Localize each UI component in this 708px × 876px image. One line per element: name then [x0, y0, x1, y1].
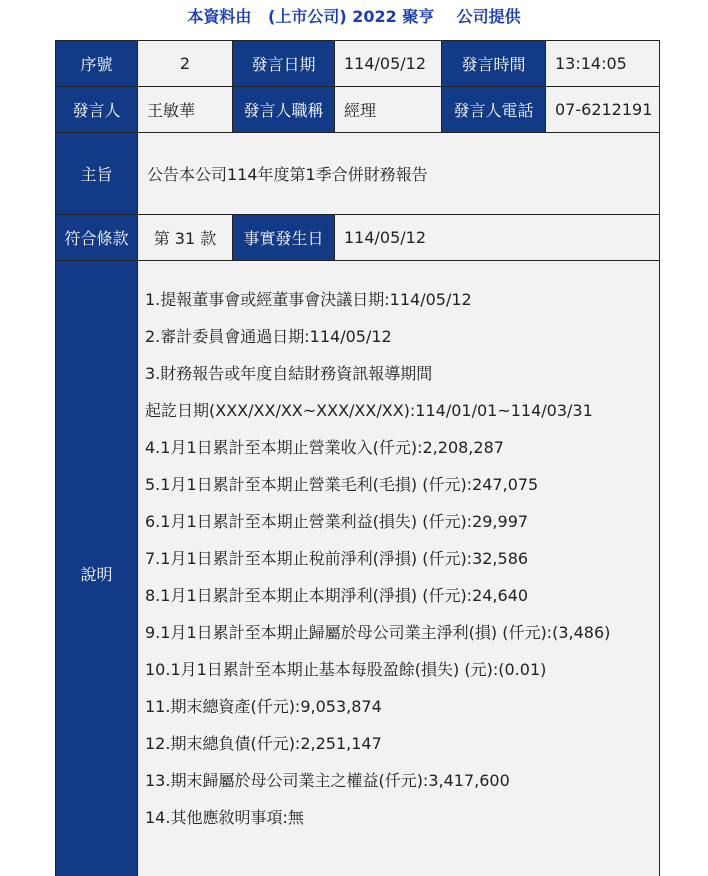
description-line: 14.其他應敘明事項:無 [145, 808, 304, 827]
speaker-value: 王敏華 [138, 87, 233, 133]
clause-label: 符合條款 [56, 215, 138, 261]
event-date-label: 事實發生日 [233, 215, 335, 261]
description-line: 1.提報董事會或經董事會決議日期:114/05/12 [145, 290, 472, 309]
speaker-title-label: 發言人職稱 [233, 87, 335, 133]
subject-value: 公告本公司114年度第1季合併財務報告 [138, 133, 660, 215]
description-line: 5.1月1日累計至本期止營業毛利(毛損) (仟元):247,075 [145, 475, 539, 494]
description-line: 8.1月1日累計至本期止本期淨利(淨損) (仟元):24,640 [145, 586, 529, 605]
time-value: 13:14:05 [546, 41, 660, 87]
seq-value: 2 [138, 41, 233, 87]
speaker-label: 發言人 [56, 87, 138, 133]
speaker-phone-label: 發言人電話 [442, 87, 546, 133]
description-line: 7.1月1日累計至本期止稅前淨利(淨損) (仟元):32,586 [145, 549, 529, 568]
speaker-phone-value: 07-6212191 [546, 87, 660, 133]
description-line: 11.期末總資產(仟元):9,053,874 [145, 697, 382, 716]
clause-value: 第 31 款 [138, 215, 233, 261]
description-label: 說明 [56, 261, 138, 876]
row-clause [56, 215, 660, 261]
speaker-title-value: 經理 [335, 87, 442, 133]
description-line: 10.1月1日累計至本期止基本每股盈餘(損失) (元):(0.01) [145, 660, 547, 679]
event-date-value: 114/05/12 [335, 215, 660, 261]
header-market: (上市公司) [268, 7, 347, 26]
description-line: 13.期末歸屬於母公司業主之權益(仟元):3,417,600 [145, 771, 510, 790]
date-value: 114/05/12 [335, 41, 442, 87]
description-line: 6.1月1日累計至本期止營業利益(損失) (仟元):29,997 [145, 512, 529, 531]
header-stock-code: 2022 [352, 7, 397, 26]
description-line: 3.財務報告或年度自結財務資訊報導期間 [145, 364, 433, 383]
description-line: 12.期末總負債(仟元):2,251,147 [145, 734, 382, 753]
subject-label: 主旨 [56, 133, 138, 215]
header-prefix: 本資料由 [187, 7, 252, 26]
date-label: 發言日期 [233, 41, 335, 87]
description-line: 9.1月1日累計至本期止歸屬於母公司業主淨利(損) (仟元):(3,486) [145, 623, 611, 642]
row-description [56, 261, 660, 876]
header-suffix: 公司提供 [456, 7, 521, 26]
seq-label: 序號 [56, 41, 138, 87]
row-sequence-date-time [56, 41, 660, 87]
description-body [138, 261, 660, 876]
description-line: 2.審計委員會通過日期:114/05/12 [145, 327, 392, 346]
description-line: 4.1月1日累計至本期止營業收入(仟元):2,208,287 [145, 438, 504, 457]
row-speaker [56, 87, 660, 133]
row-subject [56, 133, 660, 215]
header-company-name: 聚亨 [402, 7, 435, 26]
announcement-table [55, 40, 660, 876]
description-line: 起訖日期(XXX/XX/XX~XXX/XX/XX):114/01/01~114/03/31 [145, 401, 593, 420]
time-label: 發言時間 [442, 41, 546, 87]
source-header [0, 4, 708, 30]
